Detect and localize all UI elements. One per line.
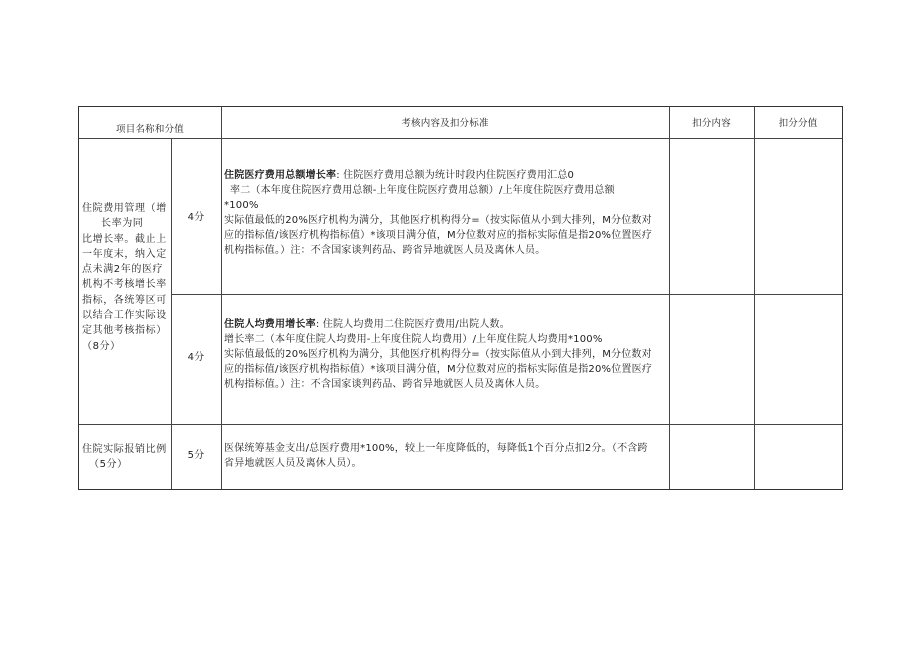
- sub2-line: 机构指标值。）注：不含国家谈判药品、跨省异地就医人员及离休人员。: [224, 379, 546, 390]
- row2-line: 医保统筹基金支出/总医疗费用*100%，较上一年度降低的，每降低1个百分点扣2分。（不含跨: [224, 443, 648, 454]
- row1-item-line: （8分）: [82, 340, 121, 352]
- header-deduction-score: 扣分分值: [778, 118, 818, 129]
- row2-top-line: [79, 424, 842, 425]
- sub1-line: 实际值最低的20%医疗机构为满分，其他医疗机构得分=（按实际值从小到大排列，M分位数对: [224, 215, 652, 226]
- col-content-deduction-divider: [669, 107, 670, 489]
- col-item-score-divider: [171, 138, 172, 489]
- col-score-content-divider: [221, 107, 222, 489]
- row2-item-name: [79, 442, 171, 473]
- row1-item-line: 住院费用管理（增: [82, 203, 167, 214]
- row1-item-line: 以结合工作实际设: [82, 310, 167, 322]
- header-deduction-content: 扣分内容: [692, 118, 731, 129]
- row1-item-line: 机构不考核增长率: [82, 279, 167, 291]
- sub-row-divider-line: [171, 294, 842, 295]
- sub1-line: : 住院医疗费用总额为统计时段内住院医疗费用汇总0: [336, 170, 575, 181]
- sub1-score: 4分: [187, 212, 205, 223]
- sub2-line: 增长率二（本年度住院人均费用-上年度住院人均费用）/上年度住院人均费用*100%: [224, 334, 603, 345]
- row2-item-line: 住院实际报销比例: [82, 444, 167, 455]
- header-item-name-score: 项目名称和分值: [116, 124, 184, 135]
- row1-item-line: 定其他考核指标）: [82, 325, 167, 337]
- row1-item-line: 一年度末，纳入定: [82, 248, 167, 260]
- assessment-table: [78, 106, 843, 490]
- row2-line: 省异地就医人员及离休人员）。: [224, 458, 362, 469]
- header-bottom-line: [79, 138, 842, 139]
- sub1-line: 应的指标值/该医疗机构指标值）*该项目满分值，M分位数对应的指标实际值是指20%位置医疗: [224, 230, 653, 241]
- sub1-line: 率二（本年度住院医疗费用总额-上年度住院医疗费用总额）/上年度住院医疗费用总额: [230, 185, 615, 196]
- sub1-title: 住院医疗费用总额增长率: [224, 170, 337, 181]
- sub2-line: 应的指标值/该医疗机构指标值）*该项目满分值，M分位数对应的指标实际值是指20%位置医疗: [224, 364, 653, 375]
- row1-item-line: 点未满2年的医疗: [82, 264, 164, 276]
- col-deduction-score-divider: [754, 107, 755, 489]
- sub1-line: *100%: [224, 200, 259, 211]
- sub2-content: [224, 317, 652, 392]
- sub2-title: 住院人均费用增长率: [224, 319, 316, 330]
- row1-item-line: 指标，各统筹区可: [82, 294, 167, 306]
- sub2-score: 4分: [187, 352, 205, 363]
- sub1-line: 机构指标值。）注：不含国家谈判药品、跨省异地就医人员及离休人员。: [224, 245, 546, 256]
- sub2-line: : 住院人均费用二住院医疗费用/出院人数。: [315, 319, 510, 330]
- row2-item-line: （5分）: [89, 459, 128, 471]
- sub2-line: 实际值最低的20%医疗机构为满分，其他医疗机构得分=（按实际值从小到大排列，M分位数对: [224, 349, 652, 360]
- row2-content: [224, 441, 648, 471]
- row1-item-name: [79, 201, 171, 354]
- header-content-standard: 考核内容及扣分标准: [401, 118, 489, 129]
- row1-item-line: 比增长率。截止上: [82, 233, 167, 245]
- row1-item-line: 长率为同: [101, 218, 144, 230]
- row2-score: 5分: [187, 450, 205, 461]
- sub1-content: [224, 168, 652, 258]
